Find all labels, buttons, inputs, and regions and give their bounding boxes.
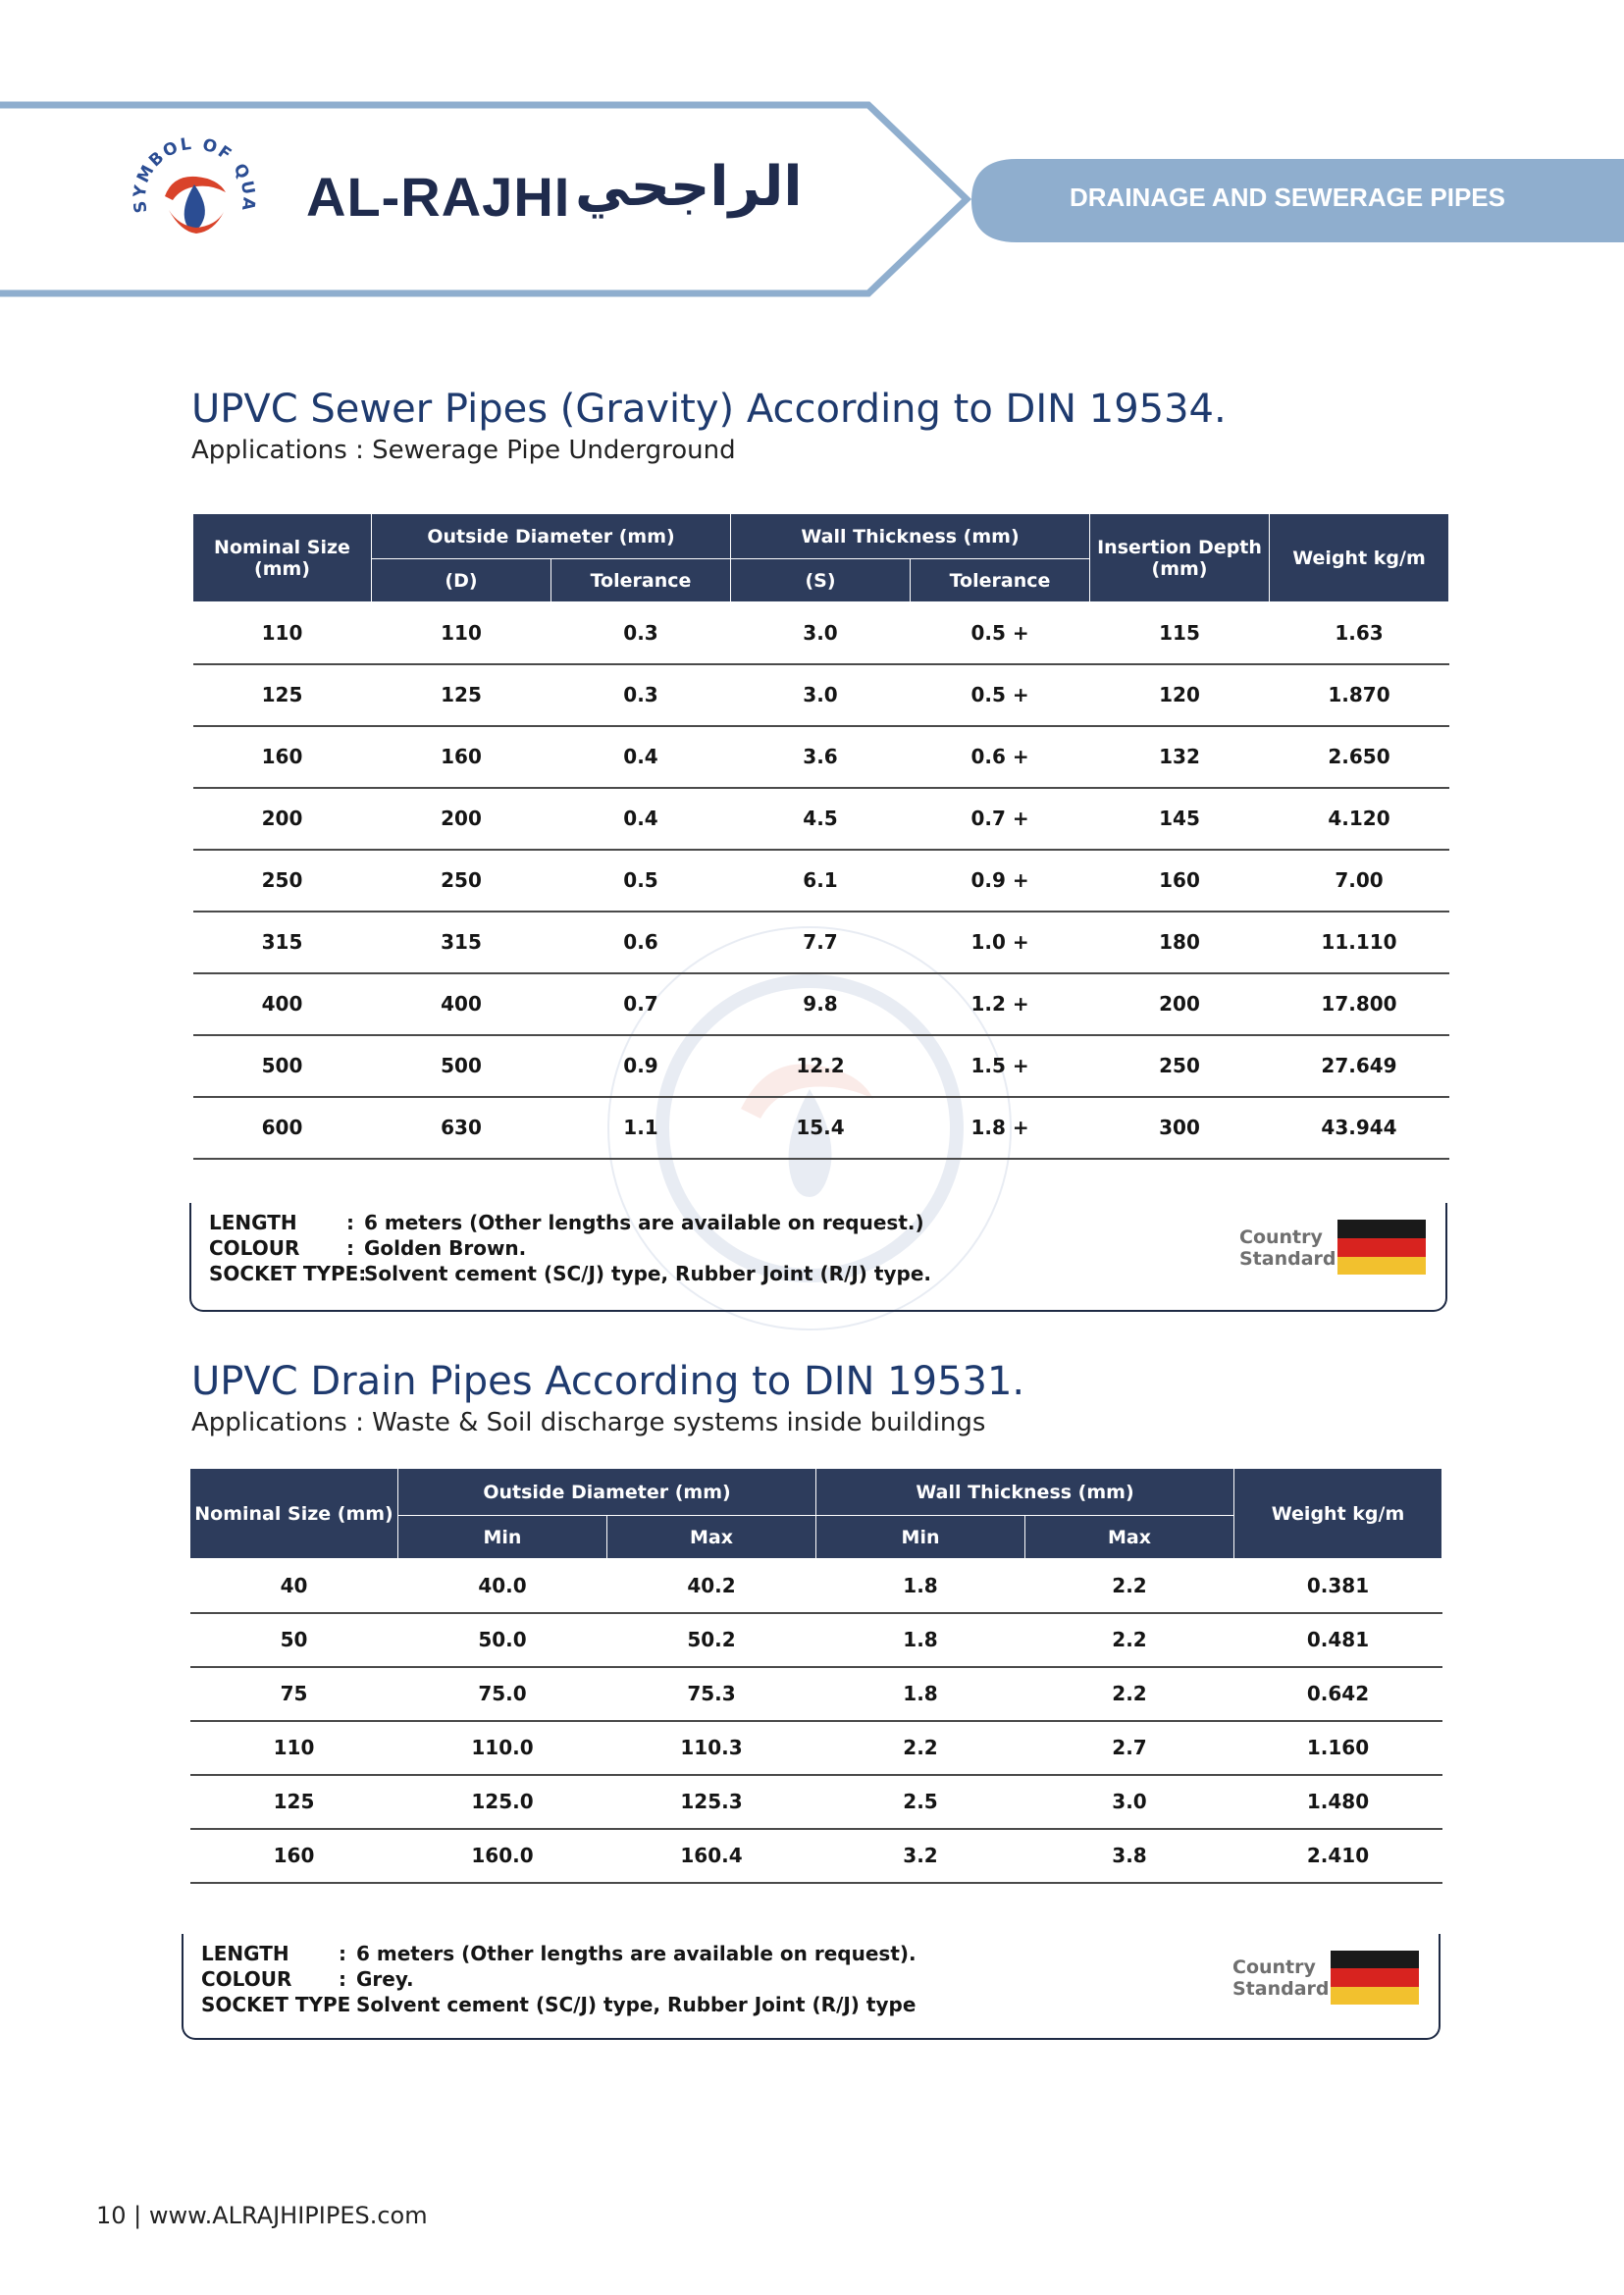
cell: 3.0 [731, 602, 911, 664]
cell: 1.8 [816, 1613, 1025, 1667]
brand-logo [126, 135, 265, 253]
cell: 0.5 + [911, 664, 1090, 726]
cell: 0.6 + [911, 726, 1090, 788]
cell: 250 [372, 850, 551, 912]
cell: 4.5 [731, 788, 911, 850]
cell: 0.6 [551, 912, 731, 973]
length-value: 6 meters (Other lengths are available on request). [356, 1942, 917, 1965]
section-tag: DRAINAGE AND SEWERAGE PIPES [1070, 183, 1505, 212]
country-line: Country [1239, 1226, 1323, 1248]
cell: 0.642 [1234, 1667, 1442, 1721]
col-weight: Weight kg/m [1234, 1469, 1442, 1559]
cell: 500 [372, 1035, 551, 1097]
socket-value: Solvent cement (SC/J) type, Rubber Joint (R/J) type. [364, 1262, 931, 1285]
cell: 12.2 [731, 1035, 911, 1097]
table-row [190, 1721, 1442, 1775]
cell: 110 [190, 1721, 398, 1775]
svg-text:SYMBOL OF QUALITY: SYMBOL OF QUA [130, 135, 259, 215]
table-row [193, 664, 1449, 726]
cell: 500 [193, 1035, 372, 1097]
table-row [190, 1667, 1442, 1721]
cell: 125.3 [607, 1775, 816, 1829]
col-outside-diameter: Outside Diameter (mm) [372, 514, 731, 559]
cell: 0.9 [551, 1035, 731, 1097]
col-od-d: (D) [372, 559, 551, 602]
length-value: 6 meters (Other lengths are available on request.) [364, 1211, 924, 1234]
cell: 11.110 [1270, 912, 1449, 973]
cell: 7.00 [1270, 850, 1449, 912]
cell: 1.480 [1234, 1775, 1442, 1829]
cell: 15.4 [731, 1097, 911, 1159]
cell: 2.7 [1025, 1721, 1234, 1775]
length-label: LENGTH [201, 1942, 289, 1965]
country-standard-label [1232, 1956, 1330, 2000]
socket-label: SOCKET TYPE [201, 1993, 351, 2016]
drain-info-box [182, 1934, 1441, 2040]
cell: 160 [190, 1829, 398, 1883]
page-footer: 10 | www.ALRAJHIPIPES.com [96, 2202, 428, 2229]
cell: 132 [1090, 726, 1270, 788]
col-wt-s: (S) [731, 559, 911, 602]
cell: 4.120 [1270, 788, 1449, 850]
cell: 7.7 [731, 912, 911, 973]
sewer-spec-table [192, 513, 1449, 1160]
cell: 315 [372, 912, 551, 973]
cell: 2.410 [1234, 1829, 1442, 1883]
cell: 110 [372, 602, 551, 664]
cell: 1.8 [816, 1559, 1025, 1613]
table-row [193, 850, 1449, 912]
col-od-tolerance: Tolerance [551, 559, 731, 602]
sewer-colour-line: COLOUR : Golden Brown. [209, 1236, 527, 1260]
cell: 40.2 [607, 1559, 816, 1613]
cell: 0.7 [551, 973, 731, 1035]
sewer-info-box [189, 1203, 1447, 1312]
cell: 3.6 [731, 726, 911, 788]
cell: 75 [190, 1667, 398, 1721]
table-row [193, 973, 1449, 1035]
sewer-length-line: LENGTH : 6 meters (Other lengths are available on request.) [209, 1211, 924, 1234]
logo-emblem [126, 135, 265, 253]
sewer-title: UPVC Sewer Pipes (Gravity) According to DIN 19534. [191, 387, 1227, 432]
cell: 200 [372, 788, 551, 850]
col-wall-thickness: Wall Thickness (mm) [731, 514, 1090, 559]
table-row [190, 1829, 1442, 1883]
table-row [193, 1097, 1449, 1159]
cell: 1.870 [1270, 664, 1449, 726]
cell: 0.381 [1234, 1559, 1442, 1613]
cell: 125 [372, 664, 551, 726]
cell: 110.0 [398, 1721, 607, 1775]
cell: 3.0 [731, 664, 911, 726]
table-row [190, 1613, 1442, 1667]
col-wt-tolerance: Tolerance [911, 559, 1090, 602]
colour-label: COLOUR [209, 1236, 300, 1260]
colour-value: Golden Brown. [364, 1236, 527, 1260]
col-insertion-depth: Insertion Depth (mm) [1090, 514, 1270, 602]
germany-flag-icon [1331, 1951, 1419, 2005]
col-wall-thickness: Wall Thickness (mm) [816, 1469, 1234, 1516]
cell: 75.3 [607, 1667, 816, 1721]
col-nominal-size: Nominal Size (mm) [193, 514, 372, 602]
cell: 180 [1090, 912, 1270, 973]
cell: 1.63 [1270, 602, 1449, 664]
cell: 1.1 [551, 1097, 731, 1159]
cell: 1.8 + [911, 1097, 1090, 1159]
col-wt-max: Max [1025, 1516, 1234, 1559]
cell: 300 [1090, 1097, 1270, 1159]
cell: 75.0 [398, 1667, 607, 1721]
cell: 50 [190, 1613, 398, 1667]
cell: 315 [193, 912, 372, 973]
table-row [190, 1775, 1442, 1829]
col-wt-min: Min [816, 1516, 1025, 1559]
cell: 110 [193, 602, 372, 664]
socket-label: SOCKET TYPE: [209, 1262, 367, 1285]
cell: 0.481 [1234, 1613, 1442, 1667]
standard-line: Standard [1239, 1248, 1336, 1270]
cell: 1.5 + [911, 1035, 1090, 1097]
cell: 400 [372, 973, 551, 1035]
colour-value: Grey. [356, 1967, 414, 1991]
cell: 1.2 + [911, 973, 1090, 1035]
cell: 6.1 [731, 850, 911, 912]
drain-socket-line [201, 1993, 916, 2016]
cell: 115 [1090, 602, 1270, 664]
country-line: Country [1232, 1956, 1316, 1978]
cell: 160 [193, 726, 372, 788]
standard-line: Standard [1232, 1978, 1330, 2000]
cell: 1.160 [1234, 1721, 1442, 1775]
brand-name-ar: الراجحي [575, 155, 803, 219]
colour-label: COLOUR [201, 1967, 292, 1991]
cell: 0.3 [551, 602, 731, 664]
socket-value: Solvent cement (SC/J) type, Rubber Joint (R/J) type [356, 1993, 917, 2016]
sewer-socket-line [209, 1262, 931, 1285]
cell: 1.8 [816, 1667, 1025, 1721]
table-row [193, 788, 1449, 850]
cell: 120 [1090, 664, 1270, 726]
cell: 0.5 + [911, 602, 1090, 664]
cell: 2.2 [816, 1721, 1025, 1775]
col-od-min: Min [398, 1516, 607, 1559]
cell: 400 [193, 973, 372, 1035]
cell: 145 [1090, 788, 1270, 850]
cell: 0.4 [551, 726, 731, 788]
cell: 2.2 [1025, 1559, 1234, 1613]
col-outside-diameter: Outside Diameter (mm) [398, 1469, 816, 1516]
cell: 43.944 [1270, 1097, 1449, 1159]
cell: 9.8 [731, 973, 911, 1035]
cell: 600 [193, 1097, 372, 1159]
drain-subtitle: Applications : Waste & Soil discharge systems inside buildings [191, 1408, 986, 1437]
cell: 125 [193, 664, 372, 726]
cell: 2.2 [1025, 1667, 1234, 1721]
cell: 125.0 [398, 1775, 607, 1829]
col-od-max: Max [607, 1516, 816, 1559]
cell: 630 [372, 1097, 551, 1159]
cell: 3.8 [1025, 1829, 1234, 1883]
cell: 2.650 [1270, 726, 1449, 788]
cell: 200 [1090, 973, 1270, 1035]
cell: 0.5 [551, 850, 731, 912]
cell: 250 [1090, 1035, 1270, 1097]
cell: 40 [190, 1559, 398, 1613]
cell: 2.2 [1025, 1613, 1234, 1667]
cell: 1.0 + [911, 912, 1090, 973]
cell: 40.0 [398, 1559, 607, 1613]
cell: 250 [193, 850, 372, 912]
table-row [193, 912, 1449, 973]
cell: 17.800 [1270, 973, 1449, 1035]
cell: 200 [193, 788, 372, 850]
cell: 0.9 + [911, 850, 1090, 912]
drain-title: UPVC Drain Pipes According to DIN 19531. [191, 1359, 1025, 1404]
cell: 2.5 [816, 1775, 1025, 1829]
cell: 3.0 [1025, 1775, 1234, 1829]
cell: 160 [372, 726, 551, 788]
cell: 0.4 [551, 788, 731, 850]
brand-name-en: AL-RAJHI [306, 166, 571, 228]
cell: 160.4 [607, 1829, 816, 1883]
cell: 50.0 [398, 1613, 607, 1667]
cell: 125 [190, 1775, 398, 1829]
table-row [190, 1559, 1442, 1613]
cell: 0.3 [551, 664, 731, 726]
cell: 160 [1090, 850, 1270, 912]
cell: 27.649 [1270, 1035, 1449, 1097]
cell: 50.2 [607, 1613, 816, 1667]
cell: 160.0 [398, 1829, 607, 1883]
table-row [193, 726, 1449, 788]
table-row [193, 1035, 1449, 1097]
col-weight: Weight kg/m [1270, 514, 1449, 602]
country-standard-label [1239, 1226, 1336, 1270]
sewer-subtitle: Applications : Sewerage Pipe Underground [191, 436, 736, 465]
cell: 0.7 + [911, 788, 1090, 850]
col-nominal-size: Nominal Size (mm) [190, 1469, 398, 1559]
drain-colour-line: COLOUR : Grey. [201, 1967, 414, 1991]
germany-flag-icon [1337, 1220, 1426, 1275]
cell: 3.2 [816, 1829, 1025, 1883]
table-row [193, 602, 1449, 664]
cell: 110.3 [607, 1721, 816, 1775]
drain-spec-table [189, 1468, 1442, 1884]
drain-length-line: LENGTH : 6 meters (Other lengths are available on request). [201, 1942, 917, 1965]
length-label: LENGTH [209, 1211, 297, 1234]
